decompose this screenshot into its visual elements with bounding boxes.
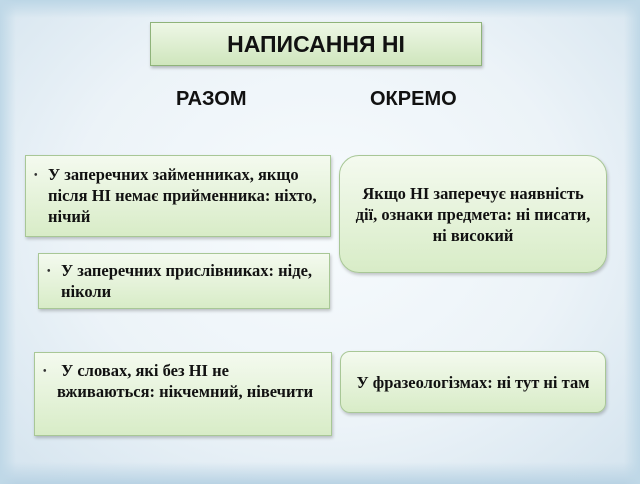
frame-right: [624, 0, 640, 484]
frame-bottom: [0, 462, 640, 484]
rule-text: У словах, які без НІ не вживаються: нікчемний, нівечити: [57, 361, 314, 401]
slide-title: НАПИСАННЯ НІ: [150, 22, 482, 66]
rule-text: Якщо НІ заперечує наявність дії, ознаки предмета: ні писати, ні високий: [355, 183, 591, 245]
bullet-icon: •: [34, 170, 38, 181]
rule-box-negation: [339, 155, 607, 273]
rule-text: У заперечних займенниках, якщо після НІ немає прийменника: ніхто, нічий: [48, 165, 317, 226]
rule-box-phraseology: [340, 351, 606, 413]
rule-box-words: [34, 352, 332, 436]
bullet-icon: •: [47, 266, 51, 277]
bullet-icon: •: [43, 366, 47, 377]
rule-box-pronouns: [25, 155, 331, 237]
frame-top: [0, 0, 640, 18]
header-together: РАЗОМ: [176, 88, 247, 110]
rule-text: У заперечних прислівниках: ніде, ніколи: [61, 261, 313, 301]
frame-left: [0, 0, 16, 484]
header-separately: ОКРЕМО: [370, 88, 457, 110]
rule-text: У фразеологізмах: ні тут ні там: [356, 372, 590, 392]
rule-box-adverbs: [38, 253, 330, 309]
